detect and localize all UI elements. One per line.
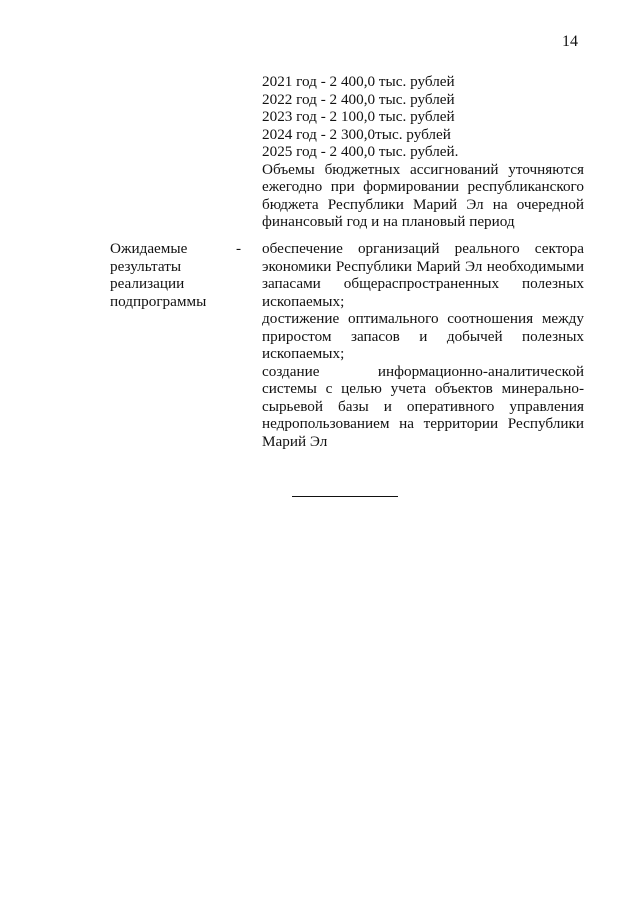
label-dash: - — [236, 240, 242, 257]
result-line: ископаемых; — [262, 345, 345, 362]
expected-results-text — [262, 240, 584, 450]
result-line: ископаемых; — [262, 292, 345, 310]
expected-results-label — [110, 240, 230, 310]
result-line: системы с целью учета объектов минерально- — [262, 380, 584, 397]
page-number: 14 — [562, 33, 578, 50]
result-line: запасами общераспространенных полезных — [262, 275, 584, 292]
result-line: Марий Эл — [262, 432, 328, 450]
result-line: достижение оптимального соотношения между — [262, 310, 584, 327]
result-line: сырьевой базы и оперативного управления — [262, 397, 584, 415]
end-separator-rule — [292, 496, 398, 497]
result-line: приростом запасов и добычей полезных — [262, 327, 584, 345]
result-line: экономики Республики Марий Эл необходимыми — [262, 257, 584, 275]
budget-allocation-block — [262, 73, 584, 231]
budget-year-2022: 2022 год - 2 400,0 тыс. рублей — [262, 90, 455, 108]
budget-note-line: ежегодно при формировании республиканского — [262, 178, 584, 195]
budget-note-line: бюджета Республики Марий Эл на очередной — [262, 195, 584, 213]
result-line: создание информационно-аналитической — [262, 362, 584, 380]
label-line: подпрограммы — [110, 292, 207, 310]
budget-year-2025: 2025 год - 2 400,0 тыс. рублей. — [262, 143, 459, 160]
budget-year-2021: 2021 год - 2 400,0 тыс. рублей — [262, 73, 455, 90]
label-line: Ожидаемые — [110, 240, 188, 257]
budget-year-2023: 2023 год - 2 100,0 тыс. рублей — [262, 108, 455, 125]
result-line: недропользованием на территории Республики — [262, 415, 584, 432]
budget-note-line: Объемы бюджетных ассигнований уточняются — [262, 160, 584, 178]
label-line: реализации — [110, 275, 185, 292]
label-line: результаты — [110, 257, 182, 275]
budget-note-line: финансовый год и на плановый период — [262, 213, 515, 230]
result-line: обеспечение организаций реального сектора — [262, 240, 584, 257]
budget-year-2024: 2024 год - 2 300,0тыс. рублей — [262, 125, 451, 143]
